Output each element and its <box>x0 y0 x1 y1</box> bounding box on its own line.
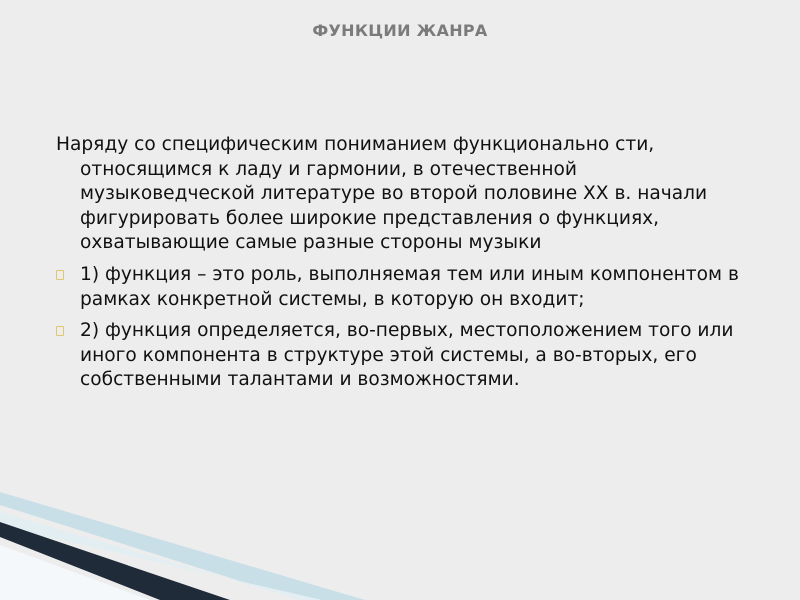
intro-paragraph: Наряду со специфическим пониманием функционально сти, относящимся к ладу и гармонии, в отечественной музыковедческой литературе во второй половине XX в. начали фигурировать более широкие представления о функциях, охватывающие самые разные стороны музыки <box>56 134 708 254</box>
bullet-text-2: 2) функция определяется, во-первых, местоположением того или иного компонента в структуре этой системы, а во-вторых, его собственными талантами и возможностями. <box>80 320 734 391</box>
bullet-text-1: 1) функция – это роль, выполняемая тем или иным компонентом в рамках конкретной системы, в которую он входит; <box>80 263 739 310</box>
slide-title: ФУНКЦИИ ЖАНРА <box>312 21 488 40</box>
